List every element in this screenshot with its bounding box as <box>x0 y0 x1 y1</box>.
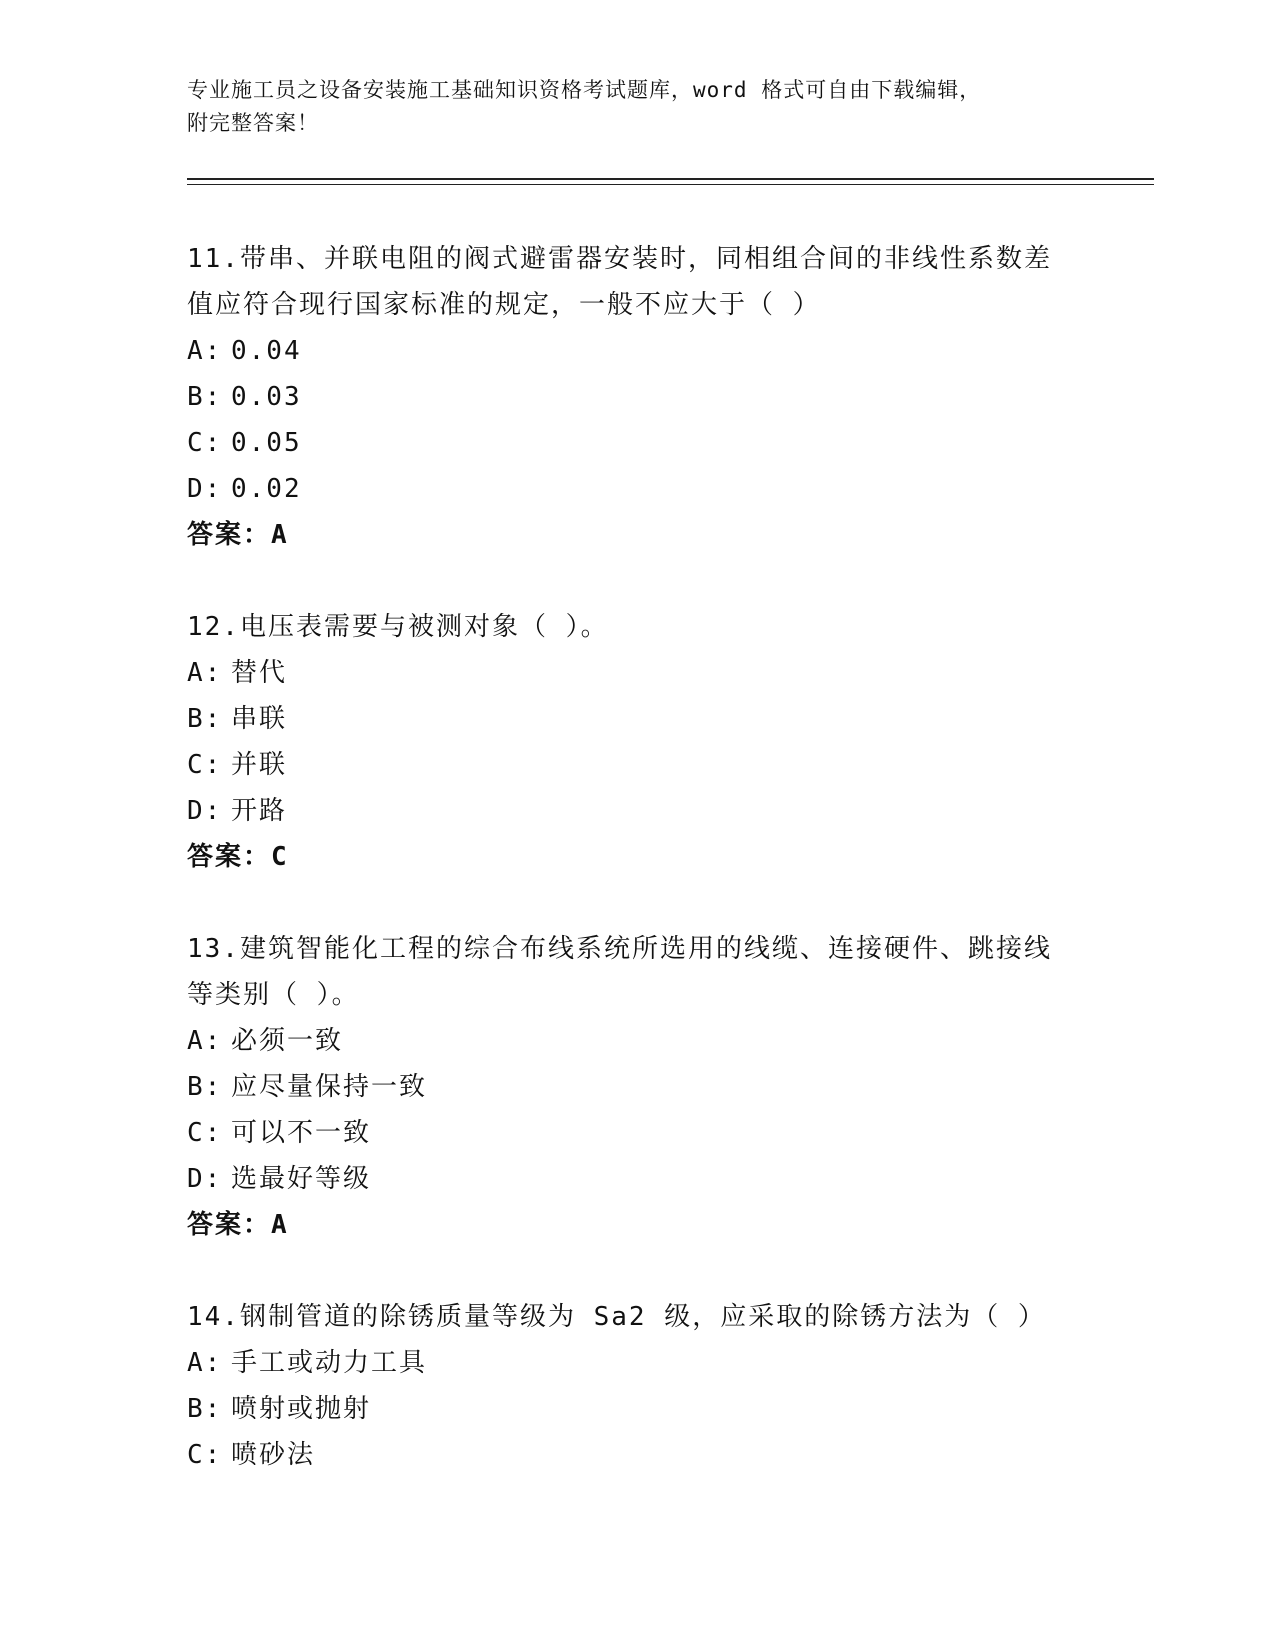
answer-prefix: 答案： <box>187 1210 272 1240</box>
option-text: 0.02 <box>231 474 302 504</box>
option-letter: D: <box>187 1164 223 1194</box>
option-text: 替代 <box>231 658 288 688</box>
question-12 <box>187 604 1087 880</box>
question-stem-line: 13.建筑智能化工程的综合布线系统所选用的线缆、连接硬件、跳接线 <box>187 934 1052 964</box>
option-letter: C: <box>187 428 223 458</box>
option-text: 串联 <box>231 704 288 734</box>
option-a <box>187 1018 1087 1064</box>
answer-prefix: 答案： <box>187 520 272 550</box>
option-b <box>187 1064 1087 1110</box>
option-text: 必须一致 <box>231 1026 344 1056</box>
question-stem <box>187 926 1087 1018</box>
option-text: 开路 <box>231 796 288 826</box>
header-line-1: 专业施工员之设备安装施工基础知识资格考试题库，word 格式可自由下载编辑， <box>187 78 982 102</box>
option-d <box>187 788 1087 834</box>
question-list <box>187 236 1087 1524</box>
option-letter: C: <box>187 1118 223 1148</box>
option-letter: A: <box>187 336 223 366</box>
option-d <box>187 466 1087 512</box>
option-letter: A: <box>187 1348 223 1378</box>
question-11 <box>187 236 1087 558</box>
option-d <box>187 1156 1087 1202</box>
option-a <box>187 1340 1087 1386</box>
option-letter: B: <box>187 382 223 412</box>
option-c <box>187 742 1087 788</box>
option-b <box>187 1386 1087 1432</box>
option-a <box>187 650 1087 696</box>
option-c <box>187 420 1087 466</box>
question-stem-line: 12.电压表需要与被测对象（ ）。 <box>187 612 609 642</box>
header-divider-thin <box>187 184 1154 185</box>
option-text: 0.04 <box>231 336 302 366</box>
option-a <box>187 328 1087 374</box>
question-stem-line: 值应符合现行国家标准的规定，一般不应大于（ ） <box>187 290 821 320</box>
option-text: 可以不一致 <box>231 1118 372 1148</box>
option-letter: D: <box>187 796 223 826</box>
option-letter: D: <box>187 474 223 504</box>
answer-value: C <box>271 842 289 872</box>
option-letter: B: <box>187 1072 223 1102</box>
header-line-2: 附完整答案！ <box>187 111 319 135</box>
question-stem <box>187 236 1087 328</box>
option-letter: A: <box>187 658 223 688</box>
option-text: 并联 <box>231 750 288 780</box>
option-letter: C: <box>187 1440 223 1470</box>
option-b <box>187 374 1087 420</box>
option-text: 喷砂法 <box>231 1440 316 1470</box>
answer-value: A <box>271 520 289 550</box>
option-c <box>187 1432 1087 1478</box>
option-b <box>187 696 1087 742</box>
question-stem-line: 11.带串、并联电阻的阀式避雷器安装时，同相组合间的非线性系数差 <box>187 244 1052 274</box>
option-letter: C: <box>187 750 223 780</box>
question-14 <box>187 1294 1087 1478</box>
question-stem <box>187 604 1087 650</box>
option-text: 0.03 <box>231 382 302 412</box>
option-letter: B: <box>187 704 223 734</box>
answer-value: A <box>271 1210 289 1240</box>
question-stem-line: 14.钢制管道的除锈质量等级为 Sa2 级，应采取的除锈方法为（ ） <box>187 1302 1046 1332</box>
option-text: 手工或动力工具 <box>231 1348 428 1378</box>
answer-line <box>187 1202 1087 1248</box>
header-divider-thick <box>187 178 1154 180</box>
answer-line <box>187 834 1087 880</box>
question-stem-line: 等类别（ ）。 <box>187 980 360 1010</box>
option-text: 应尽量保持一致 <box>231 1072 428 1102</box>
option-c <box>187 1110 1087 1156</box>
question-13 <box>187 926 1087 1248</box>
answer-line <box>187 512 1087 558</box>
answer-prefix: 答案： <box>187 842 272 872</box>
option-text: 选最好等级 <box>231 1164 372 1194</box>
question-stem <box>187 1294 1087 1340</box>
option-text: 0.05 <box>231 428 302 458</box>
option-text: 喷射或抛射 <box>231 1394 372 1424</box>
option-letter: B: <box>187 1394 223 1424</box>
document-header <box>187 74 1087 140</box>
option-letter: A: <box>187 1026 223 1056</box>
